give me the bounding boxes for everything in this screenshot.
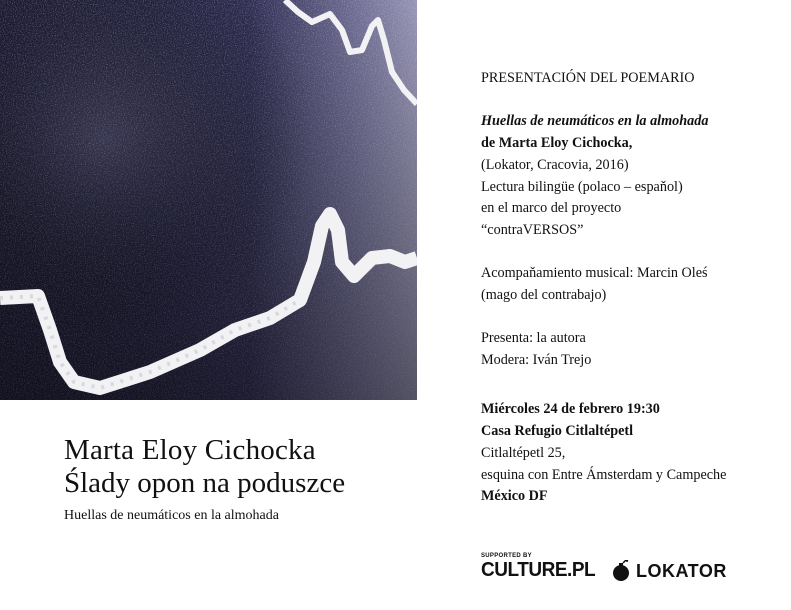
city: México DF xyxy=(481,488,548,505)
event-date: Miércoles 24 de febrero 19:30 xyxy=(481,401,660,418)
culture-pl-logo xyxy=(481,553,596,581)
author-name: Marta Eloy Cichocka xyxy=(64,434,316,466)
by-line: de Marta Eloy Cichocka, xyxy=(481,135,633,152)
lokator-logo xyxy=(611,560,727,582)
supported-by-label: SUPPORTED BY xyxy=(481,553,532,559)
lokator-bomb-icon xyxy=(611,560,631,582)
moderator: Modera: Iván Trejo xyxy=(481,352,592,369)
book-title-spanish: Huellas de neumáticos en la almohada xyxy=(64,508,279,523)
publisher: (Lokator, Cracovia, 2016) xyxy=(481,156,629,173)
presenter: Presenta: la autora xyxy=(481,330,586,347)
event-info xyxy=(481,68,726,508)
music-line-2: (mago del contrabajo) xyxy=(481,287,607,303)
project-line: en el marco del proyecto xyxy=(481,200,622,217)
book-title: Huellas de neumáticos en la almohada xyxy=(481,113,709,130)
book-title-polish: Ślady opon na poduszce xyxy=(64,467,346,499)
address-line-1: Citlaltépetl 25, xyxy=(481,444,566,461)
event-heading: PRESENTACIÓN DEL POEMARIO xyxy=(481,70,695,86)
cover-text xyxy=(64,434,345,524)
project-name: “contraVERSOS” xyxy=(481,221,584,238)
reading-note: Lectura bilingüe (polaco – espaňol) xyxy=(481,178,683,195)
lokator-wordmark: LOKATOR xyxy=(636,560,727,581)
address-line-2: esquina con Entre Ámsterdam y Campeche xyxy=(481,466,727,483)
road-photo-image xyxy=(0,0,417,400)
venue: Casa Refugio Citlaltépetl xyxy=(481,423,634,440)
cover-photo xyxy=(0,0,417,400)
music-line: Acompaňamiento musical: Marcin Oleś xyxy=(481,265,708,282)
culture-pl-wordmark: CULTURE.PL xyxy=(481,559,596,581)
